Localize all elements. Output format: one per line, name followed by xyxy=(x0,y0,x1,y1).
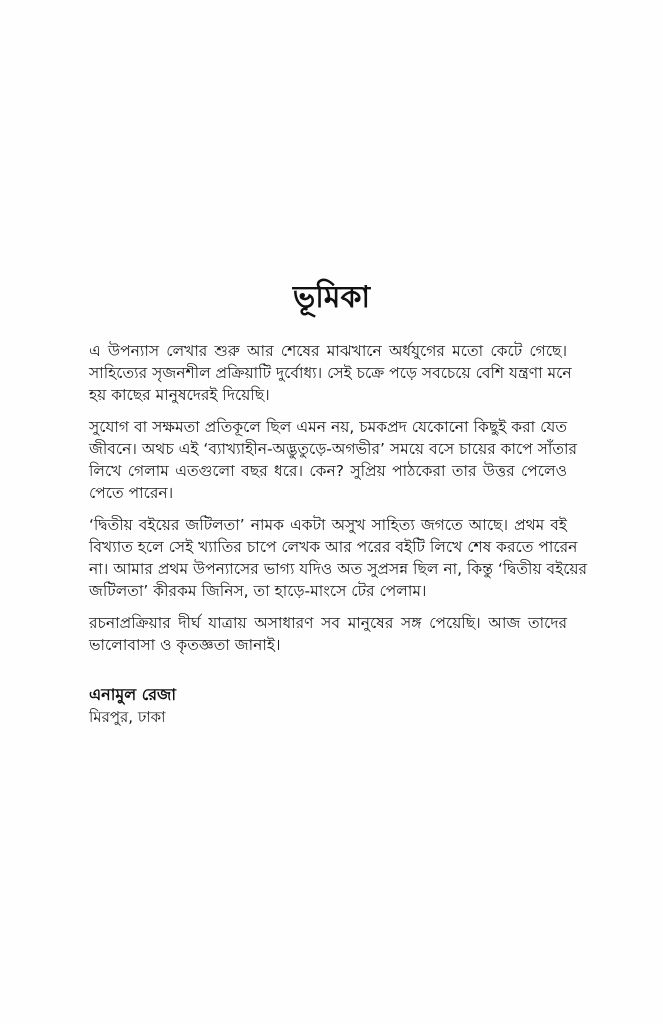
author-location: মিরপুর, ঢাকা xyxy=(89,708,166,726)
text-line: রচনাপ্রক্রিয়ার দীর্ঘ যাত্রায় অসাধারণ সব মানুষের সঙ্গ পেয়েছি। আজ তাদের xyxy=(89,614,567,632)
paragraph-1 xyxy=(89,340,572,406)
text-line: ভালোবাসা ও কৃতজ্ঞতা জানাই। xyxy=(89,636,281,654)
text-line: ‘দ্বিতীয় বইয়ের জটিলতা’ নামক একটা অসুখ সাহিত্য জগতে আছে। প্রথম বই xyxy=(89,516,567,534)
preface-body xyxy=(89,340,588,666)
text-line: বিখ্যাত হলে সেই খ্যাতির চাপে লেখক আর পরের বইটি লিখে শেষ করতে পারেন xyxy=(89,538,578,556)
signature-block xyxy=(89,684,176,728)
text-line: হয় কাছের মানুষদেরই দিয়েছি। xyxy=(89,386,270,404)
text-line: জটিলতা’ কীরকম জিনিস, তা হাড়ে-মাংসে টের পেলাম। xyxy=(89,582,427,600)
paragraph-2 xyxy=(89,416,578,504)
text-line: লিখে গেলাম এতগুলো বছর ধরে। কেন? সুপ্রিয় পাঠকেরা তার উত্তর পেলেও xyxy=(89,462,567,480)
text-line: জীবনে। অথচ এই ‘ব্যাখ্যাহীন-অদ্ভুতুড়ে-অগভীর’ সময়ে বসে চায়ের কাপে সাঁতার xyxy=(89,440,578,458)
text-line: সাহিত্যের সৃজনশীল প্রক্রিয়াটি দুর্বোধ্য। সেই চক্রে পড়ে সবচেয়ে বেশি যন্ত্রণা মনে xyxy=(89,364,572,382)
paragraph-4 xyxy=(89,612,567,656)
paragraph-3 xyxy=(89,514,588,602)
text-line: না। আমার প্রথম উপন্যাসের ভাগ্য যদিও অত সুপ্রসন্ন ছিল না, কিন্তু ‘দ্বিতীয় বইয়ের xyxy=(89,560,588,578)
author-name: এনামুল রেজা xyxy=(89,685,176,704)
text-line: সুযোগ বা সক্ষমতা প্রতিকূলে ছিল এমন নয়, চমকপ্রদ যেকোনো কিছুই করা যেত xyxy=(89,418,567,436)
text-line: পেতে পারেন। xyxy=(89,484,174,502)
page-title: ভূমিকা xyxy=(292,280,371,315)
text-line: এ উপন্যাস লেখার শুরু আর শেষের মাঝখানে অর্ধযুগের মতো কেটে গেছে। xyxy=(89,342,567,360)
